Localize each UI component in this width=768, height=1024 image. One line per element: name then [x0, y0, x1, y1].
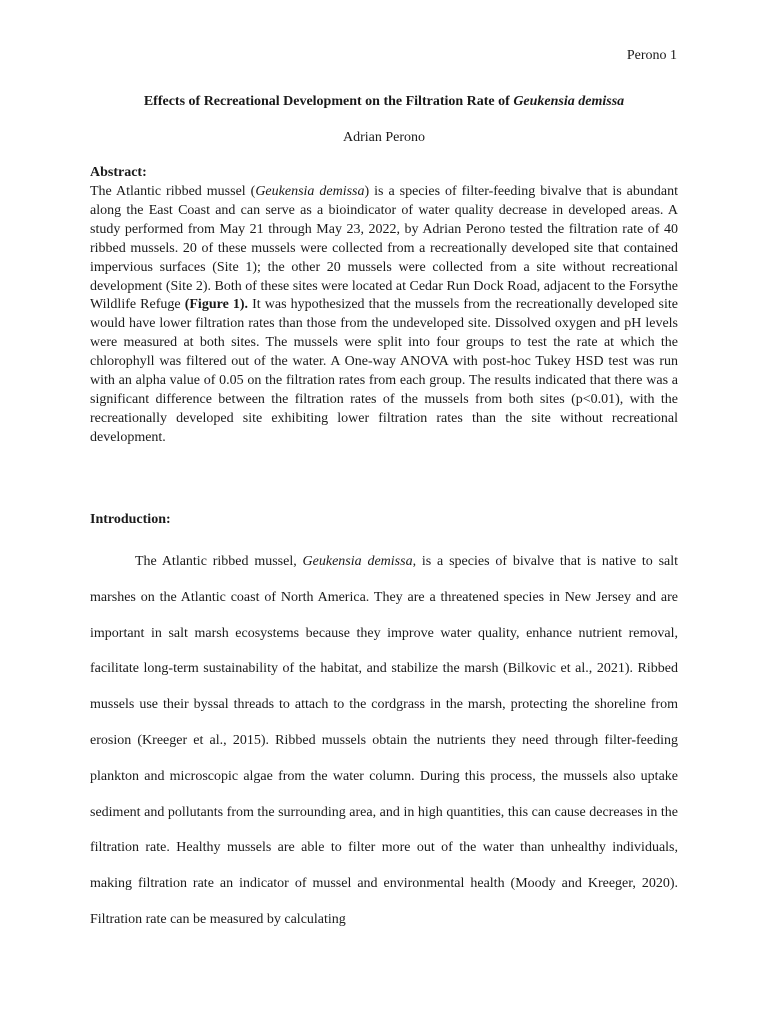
abstract-text-3: It was hypothesized that the mussels from the recreationally developed site would have lower filtration rates than those from the undeveloped site. Dissolved oxygen and pH levels were measured at both sites. The mussels were split into four groups to test the rate at which the chlorophyll was filtered out of the water. A One-way ANOVA with post-hoc Tukey HSD test was run with an alpha value of 0.05 on the filtration rates from each group. The results indicated that there was a significant difference between the filtration rates of the mussels from both sites (p<0.01), with the recreationally developed site exhibiting lower filtration rates than the site without recreational development.	[90, 297, 678, 445]
intro-species: Geukensia demissa	[302, 554, 413, 569]
title-text: Effects of Recreational Development on the Filtration Rate of	[143, 94, 514, 109]
intro-text-2: , is a species of bivalve that is native to salt marshes on the Atlantic coast of North America. They are a threatened species in New Jersey and are important in salt marsh ecosystems because they improve water quality, enhance nutrient removal, facilitate long-term sustainability of the habitat, and stabilize the marsh (Bilkovic et al., 2021). Ribbed mussels use their byssal threads to attach to the cordgrass in the marsh, protecting the shoreline from erosion (Kreeger et al., 2015). Ribbed mussels obtain the nutrients they need through filter-feeding plankton and microscopic algae from the water column. During this process, the mussels also uptake sediment and pollutants from the surrounding area, and in high quantities, this can cause decreases in the filtration rate. Healthy mussels are able to filter more out of the water than unhealthy individuals, making filtration rate an indicator of mussel and environmental health (Moody and Kreeger, 2020). Filtration rate can be measured by calculating	[90, 554, 679, 927]
intro-text-1: The Atlantic ribbed mussel,	[135, 554, 303, 569]
paper-title	[90, 94, 678, 110]
abstract-species: Geukensia demissa	[255, 184, 365, 199]
introduction-body	[90, 544, 678, 938]
running-head: Perono 1	[626, 48, 677, 63]
abstract-body	[90, 183, 678, 448]
abstract-text-2: ) is a species of filter-feeding bivalve that is abundant along the East Coast and can serve as a bioindicator of water quality decrease in developed areas. A study performed from May 21 through May 23, 2022, by Adrian Perono tested the filtration rate of 40 ribbed mussels. 20 of these mussels were collected from a recreationally developed site that contained impervious surfaces (Site 1); the other 20 mussels were collected from a site without recreational development (Site 2). Both of these sites were located at Cedar Run Dock Road, adjacent to the Forsythe Wildlife Refuge	[90, 184, 678, 313]
abstract-heading: Abstract:	[90, 165, 147, 180]
introduction-heading: Introduction:	[90, 512, 171, 527]
title-species: Geukensia demissa	[513, 94, 625, 109]
figure-reference: (Figure 1).	[184, 297, 249, 313]
abstract-text-1: The Atlantic ribbed mussel (	[90, 184, 256, 199]
author-name: Adrian Perono	[342, 130, 426, 145]
